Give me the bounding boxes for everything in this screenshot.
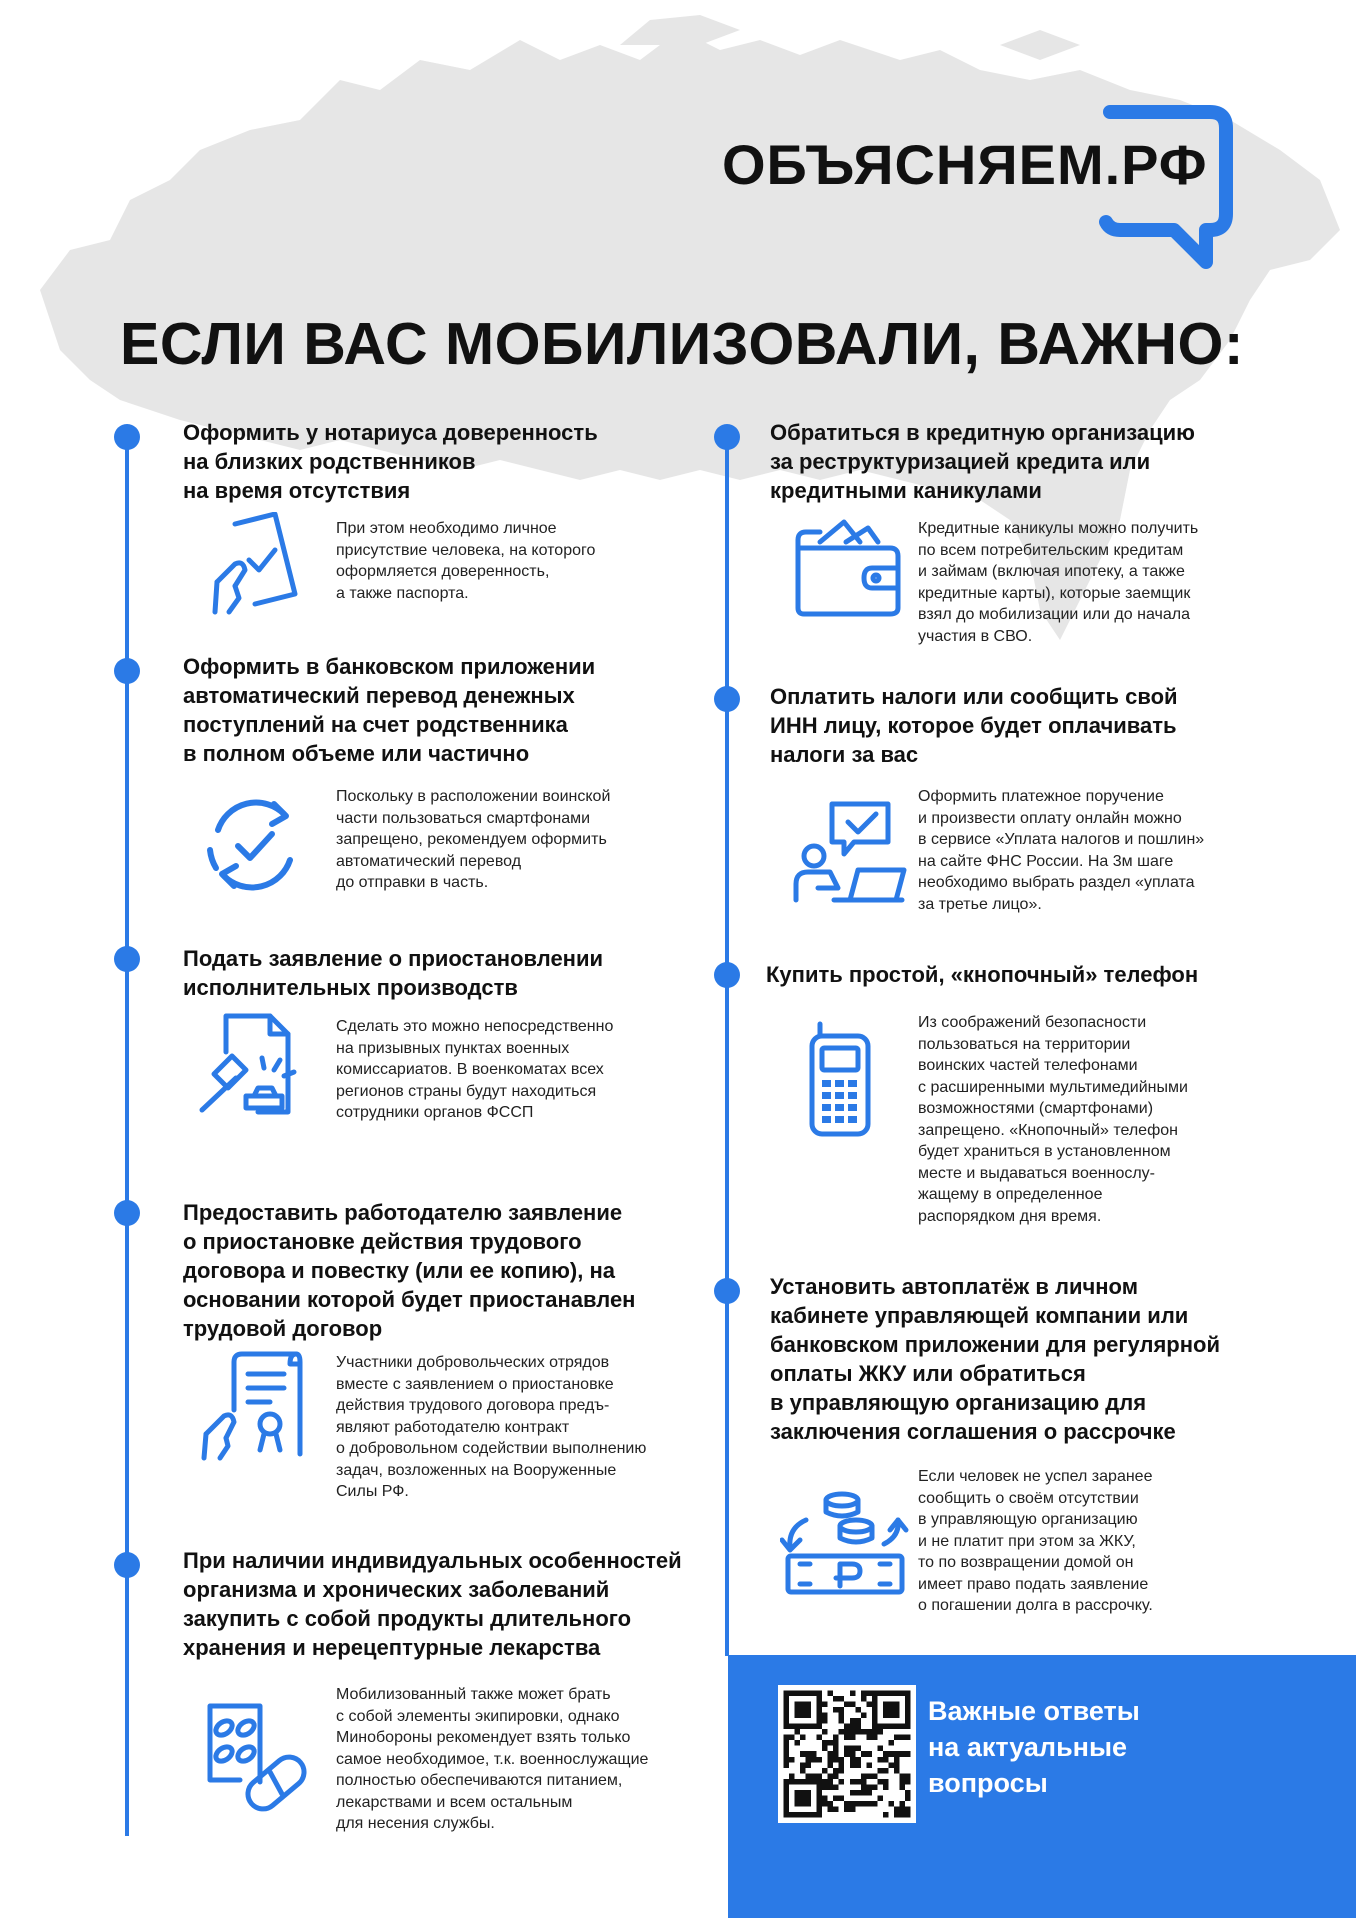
coins-ruble-icon — [780, 1490, 910, 1596]
timeline-dot — [114, 946, 140, 972]
timeline-dot — [114, 424, 140, 450]
auto-transfer-icon — [198, 790, 310, 900]
important-answers-banner[interactable] — [728, 1655, 1356, 1918]
laptop-user-icon — [792, 800, 908, 906]
banner-text: Важные ответы на актуальные вопросы — [928, 1696, 1140, 1798]
timeline-dot — [114, 1200, 140, 1226]
qr-code-icon — [778, 1685, 916, 1823]
item-description: Участники добровольческих отрядов вместе с заявлением о приостановке действия трудового договора предъ- являют работодателю контракт о добровольном содействии выполнению задач, возложенных на Вооруженные Силы РФ. — [336, 1354, 647, 1500]
left-timeline — [125, 436, 129, 1836]
wallet-icon — [790, 518, 908, 618]
logo — [722, 98, 1242, 270]
gavel-icon — [198, 1012, 310, 1122]
item-heading: Предоставить работодателю заявление о приостановке действия трудового договора и повестку (или ее копию), на основании которой будет приостанавлен трудовой договор — [183, 1200, 636, 1341]
timeline-dot — [714, 962, 740, 988]
item-description: Поскольку в расположении воинской части пользоваться смартфонами запрещено, рекомендуем оформить автоматический перевод до отправки в часть. — [336, 788, 611, 891]
contract-icon — [200, 1350, 306, 1462]
pills-icon — [200, 1700, 310, 1815]
speech-bubble-icon — [1090, 98, 1240, 270]
item-heading: Обратиться в кредитную организацию за реструктуризацией кредита или кредитными каникулами — [770, 420, 1195, 503]
timeline-dot — [714, 686, 740, 712]
item-description: Если человек не успел заранее сообщить о своём отсутствии в управляющую организацию и не платит при этом за ЖКУ, то по возвращении домой он имеет право подать заявление о погашении долга в рассрочку. — [918, 1468, 1153, 1614]
timeline-dot — [714, 424, 740, 450]
item-description: Оформить платежное поручение и произвести оплату онлайн можно в сервисе «Уплата налогов и пошлин» на сайте ФНС России. На 3м шаге необходимо выбрать раздел «уплата за третье лицо». — [918, 788, 1205, 913]
button-phone-icon — [806, 1020, 874, 1138]
item-heading: Оформить в банковском приложении автоматический перевод денежных поступлений на счет родственника в полном объеме или частично — [183, 654, 596, 766]
timeline-dot — [114, 658, 140, 684]
timeline-dot — [714, 1278, 740, 1304]
item-heading: Подать заявление о приостановлении исполнительных производств — [183, 946, 604, 1000]
item-description: При этом необходимо личное присутствие человека, на которого оформляется доверенность, а также паспорта. — [336, 520, 596, 602]
document-check-icon — [205, 512, 305, 617]
item-heading: Купить простой, «кнопочный» телефон — [766, 962, 1199, 987]
qr-code[interactable] — [778, 1685, 916, 1823]
item-heading: Установить автоплатёж в личном кабинете управляющей компании или банковском приложении для регулярной оплаты ЖКУ или обратиться в управляющую организацию для заключения соглашения о рассрочке — [770, 1274, 1220, 1444]
item-description: Сделать это можно непосредственно на призывных пунктах военных комиссариатов. В военкоматах всех регионов страны будут находиться сотрудники органов ФССП — [336, 1018, 614, 1121]
item-description: Кредитные каникулы можно получить по всем потребительским кредитам и займам (включая ипотеку, а также кредитные карты), которые заемщик взял до мобилизации или до начала участия в СВО. — [918, 520, 1199, 645]
page-title: ЕСЛИ ВАС МОБИЛИЗОВАЛИ, ВАЖНО: — [120, 311, 1245, 377]
item-heading: При наличии индивидуальных особенностей организма и хронических заболеваний закупить с собой продукты длительного хранения и нерецептурные лекарства — [183, 1548, 682, 1660]
logo-text: ОБЪЯСНЯЕМ.РФ — [722, 133, 1208, 196]
item-heading: Оформить у нотариуса доверенность на близких родственников на время отсутствия — [183, 420, 598, 503]
item-description: Мобилизованный также может брать с собой элементы экипировки, однако Минобороны рекомендует взять только самое необходимое, т.к. военнослужащие полностью обеспечиваются питанием, лекарствами и всем остальным для несения службы. — [336, 1686, 649, 1832]
timeline-dot — [114, 1552, 140, 1578]
item-description: Из соображений безопасности пользоваться на территории воинских частей телефонами с расширенными мультимедийными возможностями (смартфонами) запрещено. «Кнопочный» телефон будет храниться в установленном месте и выдаваться военнослу- жащему в определенное распорядком дня время. — [918, 1014, 1188, 1225]
item-heading: Оплатить налоги или сообщить свой ИНН лицу, которое будет оплачивать налоги за вас — [770, 684, 1178, 767]
right-timeline — [725, 436, 729, 1656]
